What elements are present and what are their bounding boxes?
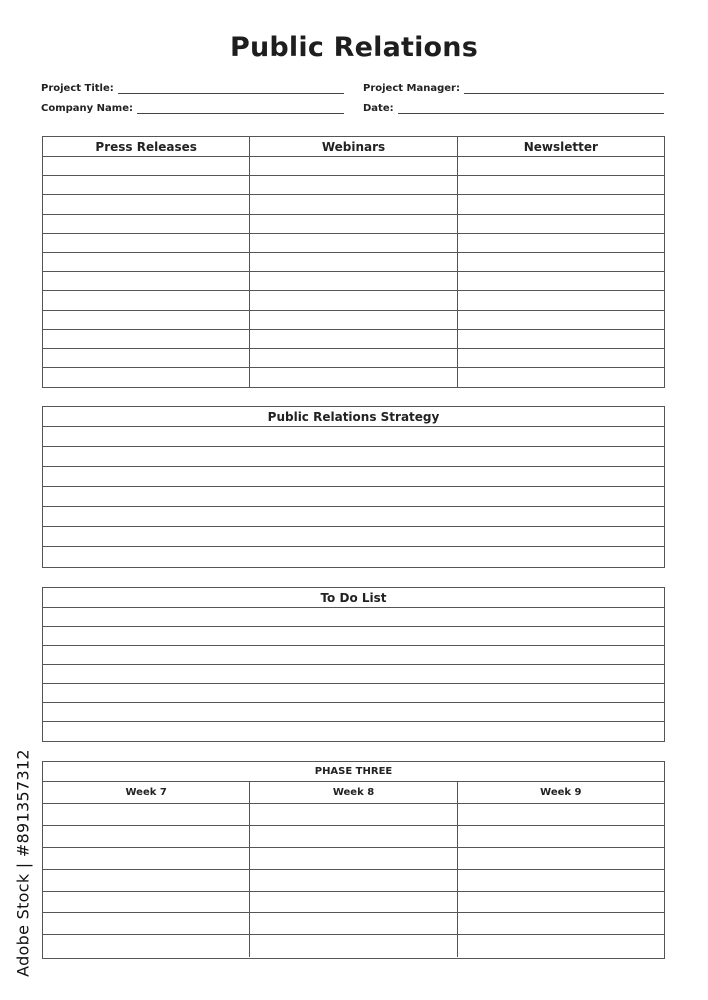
channels-row [43, 195, 664, 214]
strategy-row [43, 447, 664, 467]
week-9-header: Week 9 [540, 787, 582, 798]
week-7-header: Week 7 [43, 782, 250, 803]
strategy-cell[interactable] [43, 447, 664, 466]
phase-cell[interactable] [250, 935, 457, 957]
date-field[interactable] [363, 100, 664, 114]
channels-row [43, 215, 664, 234]
channels-cell[interactable] [43, 291, 250, 309]
todo-row [43, 722, 664, 741]
channels-table [42, 136, 665, 388]
channels-row [43, 349, 664, 368]
channels-cell[interactable] [458, 253, 664, 271]
phase-cell[interactable] [43, 892, 250, 913]
todo-row [43, 684, 664, 703]
strategy-table [42, 406, 665, 568]
channels-row [43, 311, 664, 330]
channels-cell[interactable] [250, 272, 457, 290]
channels-cell[interactable] [458, 291, 664, 309]
project-manager-line[interactable] [464, 84, 664, 94]
phase-cell[interactable] [43, 913, 250, 934]
phase-cell[interactable] [250, 804, 457, 825]
channels-row [43, 234, 664, 253]
project-title-field[interactable] [41, 80, 344, 94]
phase-cell[interactable] [43, 935, 250, 957]
phase-cell[interactable] [458, 913, 664, 934]
page-title: Public Relations [229, 32, 479, 63]
week-8-header: Week 8 [250, 782, 457, 803]
todo-cell[interactable] [43, 722, 664, 741]
strategy-row [43, 427, 664, 447]
channels-cell[interactable] [43, 234, 250, 252]
company-name-label: Company Name: [41, 103, 133, 114]
channels-cell[interactable] [43, 349, 250, 367]
todo-cell[interactable] [43, 684, 664, 702]
newsletter-header: Newsletter [523, 139, 598, 154]
phase-row [43, 848, 664, 870]
project-manager-field[interactable] [363, 80, 664, 94]
todo-row [43, 646, 664, 665]
strategy-cell[interactable] [43, 467, 664, 486]
channels-cell[interactable] [43, 368, 250, 387]
strategy-cell[interactable] [43, 507, 664, 526]
phase-cell[interactable] [43, 826, 250, 847]
channels-cell[interactable] [250, 215, 457, 233]
company-name-field[interactable] [41, 100, 344, 114]
channels-cell[interactable] [458, 349, 664, 367]
channels-cell[interactable] [43, 272, 250, 290]
strategy-row [43, 507, 664, 527]
channels-cell[interactable] [43, 215, 250, 233]
channels-cell[interactable] [250, 349, 457, 367]
phase-row [43, 870, 664, 892]
channels-row [43, 272, 664, 291]
phase-cell[interactable] [43, 848, 250, 869]
todo-cell[interactable] [43, 703, 664, 721]
date-line[interactable] [398, 104, 664, 114]
channels-header-row [43, 137, 664, 157]
company-name-line[interactable] [137, 104, 344, 114]
channels-row [43, 176, 664, 195]
strategy-cell[interactable] [43, 527, 664, 546]
channels-row [43, 253, 664, 272]
project-title-line[interactable] [118, 84, 344, 94]
phase-cell[interactable] [43, 870, 250, 891]
channels-cell[interactable] [458, 311, 664, 329]
channels-row [43, 291, 664, 310]
channels-cell[interactable] [250, 253, 457, 271]
todo-cell[interactable] [43, 627, 664, 645]
stock-watermark [12, 749, 34, 977]
channels-cell[interactable] [250, 157, 457, 175]
date-label: Date: [363, 103, 394, 114]
phase-table [42, 761, 665, 959]
channels-cell[interactable] [43, 330, 250, 348]
phase-cell[interactable] [250, 826, 457, 847]
channels-cell[interactable] [458, 157, 664, 175]
channels-cell[interactable] [250, 311, 457, 329]
strategy-row [43, 467, 664, 487]
channels-cell[interactable] [458, 195, 664, 213]
channels-cell[interactable] [43, 253, 250, 271]
phase-cell[interactable] [458, 870, 664, 891]
press-releases-header: Press Releases [43, 137, 250, 156]
phase-cell[interactable] [458, 804, 664, 825]
strategy-row [43, 547, 664, 567]
watermark-text: Adobe Stock | #891357312 [13, 749, 33, 977]
channels-cell[interactable] [250, 330, 457, 348]
todo-cell[interactable] [43, 665, 664, 683]
strategy-cell[interactable] [43, 547, 664, 567]
todo-row [43, 665, 664, 684]
phase-row [43, 935, 664, 957]
channels-cell[interactable] [43, 195, 250, 213]
phase-cell[interactable] [250, 913, 457, 934]
channels-cell[interactable] [458, 272, 664, 290]
todo-row [43, 703, 664, 722]
phase-row [43, 892, 664, 914]
channels-cell[interactable] [250, 291, 457, 309]
channels-cell[interactable] [458, 176, 664, 194]
phase-cell[interactable] [458, 848, 664, 869]
channels-cell[interactable] [458, 215, 664, 233]
channels-cell[interactable] [43, 176, 250, 194]
channels-cell[interactable] [458, 330, 664, 348]
phase-cell[interactable] [250, 848, 457, 869]
phase-cell[interactable] [250, 870, 457, 891]
phase-cell[interactable] [458, 892, 664, 913]
phase-header: PHASE THREE [43, 762, 664, 782]
channels-cell[interactable] [250, 176, 457, 194]
channels-cell[interactable] [458, 368, 664, 387]
todo-row [43, 627, 664, 646]
project-title-label: Project Title: [41, 83, 114, 94]
phase-row [43, 913, 664, 935]
channels-cell[interactable] [250, 368, 457, 387]
todo-cell[interactable] [43, 646, 664, 664]
phase-row [43, 804, 664, 826]
webinars-header: Webinars [250, 137, 457, 156]
channels-cell[interactable] [43, 157, 250, 175]
phase-cell[interactable] [458, 935, 664, 957]
todo-header: To Do List [43, 588, 664, 608]
channels-cell[interactable] [250, 234, 457, 252]
phase-cell[interactable] [458, 826, 664, 847]
strategy-row [43, 487, 664, 507]
channels-row [43, 330, 664, 349]
strategy-header: Public Relations Strategy [43, 407, 664, 427]
channels-cell[interactable] [43, 311, 250, 329]
channels-cell[interactable] [458, 234, 664, 252]
strategy-row [43, 527, 664, 547]
channels-row [43, 368, 664, 387]
phase-cell[interactable] [43, 804, 250, 825]
todo-row [43, 608, 664, 627]
channels-cell[interactable] [250, 195, 457, 213]
strategy-cell[interactable] [43, 487, 664, 506]
channels-row [43, 157, 664, 176]
week-header-row [43, 782, 664, 804]
todo-table [42, 587, 665, 742]
phase-cell[interactable] [250, 892, 457, 913]
strategy-cell[interactable] [43, 427, 664, 446]
phase-row [43, 826, 664, 848]
project-manager-label: Project Manager: [363, 83, 460, 94]
todo-cell[interactable] [43, 608, 664, 626]
